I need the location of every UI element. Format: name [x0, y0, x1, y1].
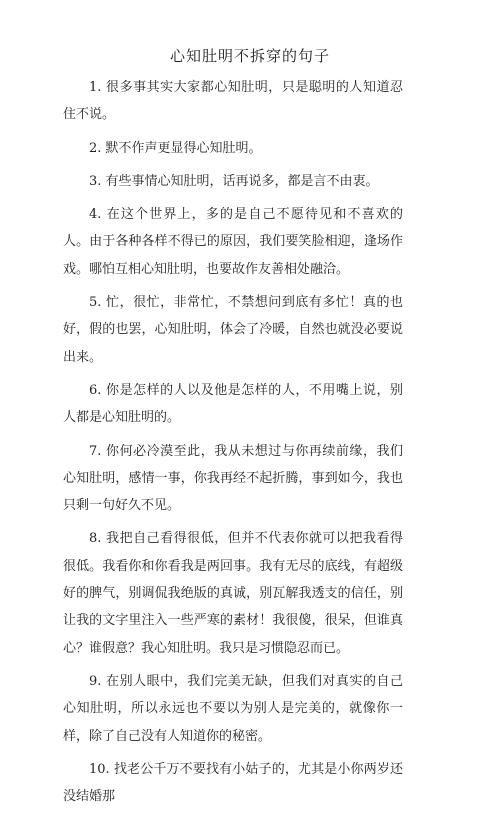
paragraph: 1. 很多事其实大家都心知肚明，只是聪明的人知道忍住不说。: [63, 80, 403, 123]
paragraph: 8. 我把自己看得很低，但并不代表你就可以把我看得很低。我看你和你看我是两回事。我有无尽的底线，有超级好的脾气，别调侃我绝版的真诚，别瓦解我透支的信任，别让我的文字里注入一些严寒的素材！我很傻，很呆，但谁真心？谁假意？我心知肚明。我只是习惯隐忍而已。: [63, 531, 403, 656]
paragraph: 6. 你是怎样的人以及他是怎样的人，不用嘴上说，别人都是心知肚明的。: [63, 382, 403, 426]
document-body: [63, 74, 403, 816]
paragraph: 9. 在别人眼中，我们完美无缺，但我们对真实的自己心知肚明，所以永远也不要以为别人是完美的，就像你一样，除了自己没有人知道你的秘密。: [63, 673, 403, 744]
paragraph: 2. 默不作声更显得心知肚明。: [89, 140, 262, 156]
paragraph: 4. 在这个世界上，多的是自己不愿待见和不喜欢的人。由于各种各样不得已的原因，我们要笑脸相迎，逢场作戏。哪怕互相心知肚明，也要故作友善相处融洽。: [63, 207, 403, 277]
paragraph: 10. 找老公千万不要找有小姑子的，尤其是小你两岁还没结婚那: [63, 761, 403, 805]
paragraph: 3. 有些事情心知肚明，话再说多，都是言不由衷。: [89, 173, 379, 189]
paragraph: 7. 你何必冷漠至此，我从未想过与你再续前缘，我们心知肚明，感情一事，你我再经不起折腾，事到如今，我也只剩一句好久不见。: [63, 443, 403, 514]
document-title: 心知肚明不拆穿的句子: [169, 47, 330, 65]
paragraph: 5. 忙，很忙，非常忙，不禁想问到底有多忙！真的也好，假的也罢，心知肚明，体会了冷暖，自然也就没必要说出来。: [63, 295, 403, 365]
